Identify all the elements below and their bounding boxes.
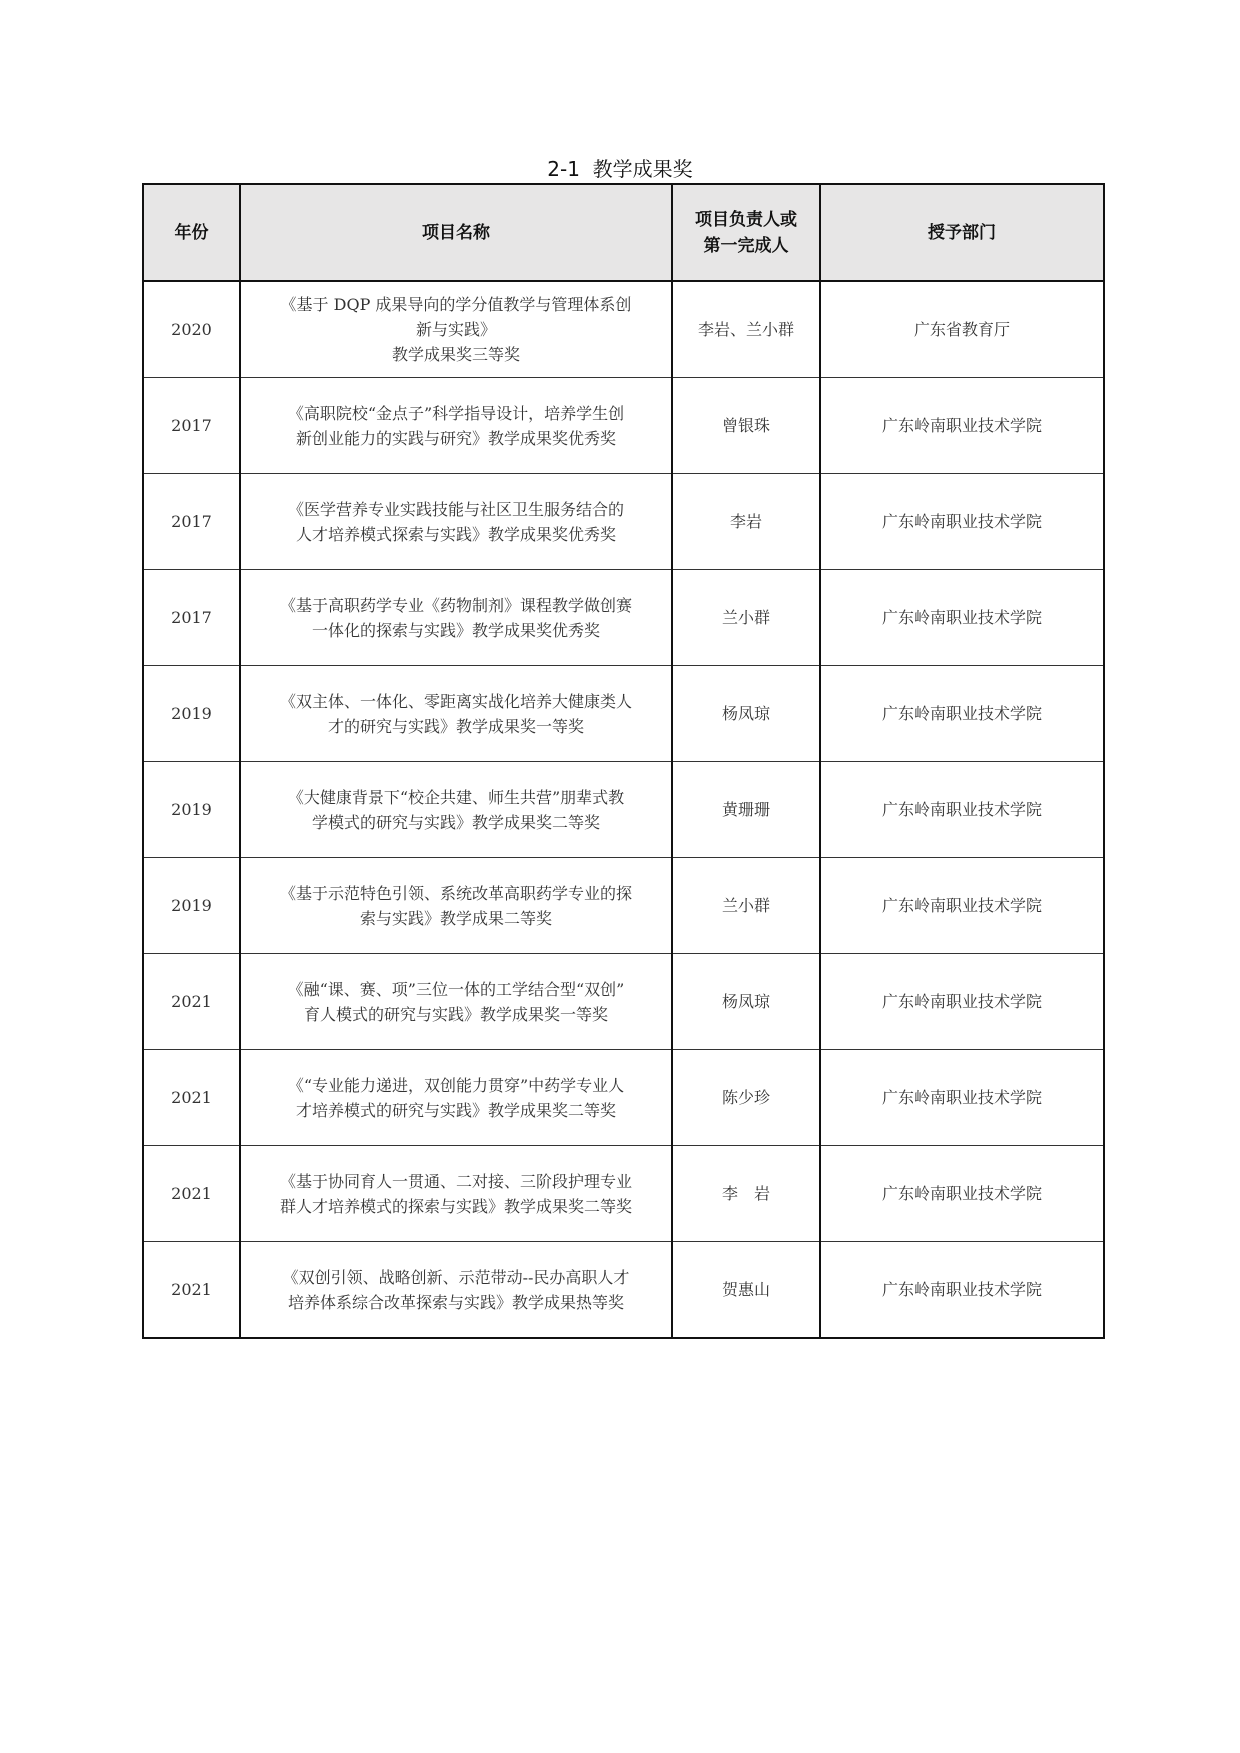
table-row	[143, 762, 1104, 858]
header-leader-line-2: 第一完成人	[703, 235, 789, 256]
cell-project-name	[240, 1146, 672, 1242]
header-row	[143, 184, 1104, 281]
cell-department: 广东岭南职业技术学院	[820, 858, 1104, 954]
cell-year: 2017	[143, 378, 240, 474]
cell-leader: 兰小群	[672, 858, 820, 954]
cell-year: 2017	[143, 474, 240, 570]
header-project-name: 项目名称	[240, 184, 672, 281]
cell-department: 广东岭南职业技术学院	[820, 954, 1104, 1050]
project-name-line: 人才培养模式探索与实践》教学成果奖优秀奖	[295, 524, 616, 544]
project-name-line: 新与实践》	[415, 320, 496, 339]
table-row	[143, 281, 1104, 378]
cell-leader: 陈少珍	[672, 1050, 820, 1146]
project-name-line: 新创业能力的实践与研究》教学成果奖优秀奖	[295, 428, 616, 448]
project-name-line: 《基于高职药学专业《药物制剂》课程教学做创赛	[279, 595, 632, 615]
cell-year: 2019	[143, 666, 240, 762]
table-row	[143, 378, 1104, 474]
cell-leader: 李 岩	[672, 1146, 820, 1242]
table-body	[143, 281, 1104, 1338]
cell-department: 广东岭南职业技术学院	[820, 378, 1104, 474]
project-name-line: 才培养模式的研究与实践》教学成果奖二等奖	[295, 1100, 616, 1120]
cell-leader: 贺惠山	[672, 1242, 820, 1339]
cell-leader: 黄珊珊	[672, 762, 820, 858]
table-header	[143, 184, 1104, 281]
project-name-line: 《“专业能力递进，双创能力贯穿”中药学专业人	[287, 1075, 625, 1095]
cell-year: 2019	[143, 762, 240, 858]
cell-project-name	[240, 1242, 672, 1339]
table-row	[143, 666, 1104, 762]
cell-department: 广东岭南职业技术学院	[820, 1146, 1104, 1242]
page-title: 2-1 教学成果奖	[547, 157, 693, 181]
cell-department: 广东岭南职业技术学院	[820, 1242, 1104, 1339]
cell-project-name	[240, 1050, 672, 1146]
table-row	[143, 1146, 1104, 1242]
cell-year: 2021	[143, 1242, 240, 1339]
awards-table	[142, 183, 1105, 1339]
table-row	[143, 954, 1104, 1050]
cell-year: 2017	[143, 570, 240, 666]
table-row	[143, 858, 1104, 954]
cell-leader: 李岩	[672, 474, 820, 570]
project-name-line: 《双主体、一体化、零距离实战化培养大健康类人	[279, 691, 632, 711]
project-name-line: 培养体系综合改革探索与实践》教学成果热等奖	[287, 1292, 624, 1312]
cell-year: 2020	[143, 281, 240, 378]
cell-project-name	[240, 474, 672, 570]
project-name-line: 学模式的研究与实践》教学成果奖二等奖	[311, 812, 600, 832]
project-name-line: 一体化的探索与实践》教学成果奖优秀奖	[311, 620, 600, 640]
cell-year: 2021	[143, 1050, 240, 1146]
project-name-line: 《高职院校“金点子”科学指导设计，培养学生创	[287, 403, 625, 423]
header-leader-line-1: 项目负责人或	[695, 209, 797, 230]
cell-year: 2021	[143, 954, 240, 1050]
cell-leader: 杨凤琼	[672, 666, 820, 762]
project-name-line: 《融“课、赛、项”三位一体的工学结合型“双创”	[287, 979, 625, 999]
cell-department: 广东岭南职业技术学院	[820, 762, 1104, 858]
table-row	[143, 1050, 1104, 1146]
cell-project-name	[240, 378, 672, 474]
header-leader	[672, 184, 820, 281]
cell-leader: 李岩、兰小群	[672, 281, 820, 378]
table-row	[143, 1242, 1104, 1339]
cell-department: 广东岭南职业技术学院	[820, 474, 1104, 570]
project-name-line: 《基于协同育人一贯通、二对接、三阶段护理专业	[279, 1171, 632, 1191]
project-name-line: 《双创引领、战略创新、示范带动--民办高职人才	[282, 1267, 630, 1287]
cell-year: 2021	[143, 1146, 240, 1242]
project-name-line: 育人模式的研究与实践》教学成果奖一等奖	[303, 1004, 608, 1024]
cell-project-name	[240, 762, 672, 858]
cell-leader: 杨凤琼	[672, 954, 820, 1050]
project-name-line: 《大健康背景下“校企共建、师生共营”朋辈式教	[287, 787, 625, 807]
project-name-line: 《医学营养专业实践技能与社区卫生服务结合的	[287, 499, 624, 519]
cell-department: 广东岭南职业技术学院	[820, 1050, 1104, 1146]
cell-leader: 兰小群	[672, 570, 820, 666]
cell-department: 广东岭南职业技术学院	[820, 666, 1104, 762]
cell-project-name	[240, 281, 672, 378]
cell-project-name	[240, 570, 672, 666]
cell-project-name	[240, 666, 672, 762]
project-name-line: 群人才培养模式的探索与实践》教学成果奖二等奖	[279, 1196, 632, 1216]
table-row	[143, 570, 1104, 666]
header-year: 年份	[143, 184, 240, 281]
cell-department: 广东岭南职业技术学院	[820, 570, 1104, 666]
cell-department: 广东省教育厅	[820, 281, 1104, 378]
project-name-line: 索与实践》教学成果二等奖	[359, 908, 552, 928]
project-name-line: 《基于示范特色引领、系统改革高职药学专业的探	[279, 883, 632, 903]
project-name-line: 教学成果奖三等奖	[391, 345, 520, 364]
cell-project-name	[240, 858, 672, 954]
project-name-line: 《基于 DQP 成果导向的学分值教学与管理体系创	[280, 295, 632, 314]
table-row	[143, 474, 1104, 570]
cell-project-name	[240, 954, 672, 1050]
project-name-line: 才的研究与实践》教学成果奖一等奖	[327, 716, 584, 736]
cell-leader: 曾银珠	[672, 378, 820, 474]
cell-year: 2019	[143, 858, 240, 954]
header-department: 授予部门	[820, 184, 1104, 281]
